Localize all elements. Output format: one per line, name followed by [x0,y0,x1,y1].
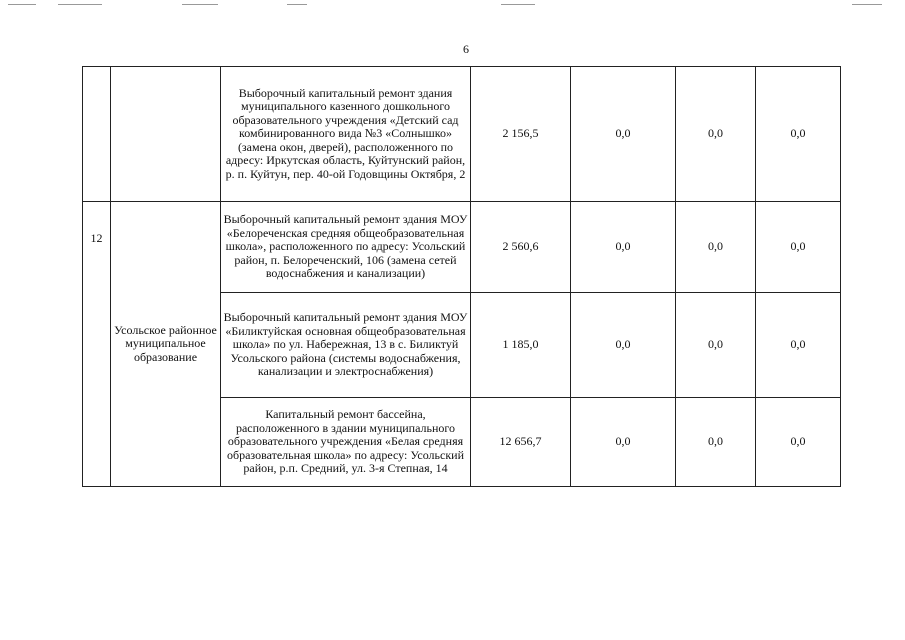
row-number-cell: 12 [83,202,111,487]
municipality-cell: Усольское районное муниципальное образование [111,202,221,487]
amount-cell: 12 656,7 [471,398,571,487]
value-cell: 0,0 [571,202,676,293]
description-cell: Выборочный капитальный ремонт здания муниципального казенного дошкольного образовательного учреждения «Детский сад комбинированного вида №3 «Солнышко» (замена окон, дверей), расположенного по адресу: Иркутская область, Куйтунский район, р. п. Куйтун, пер. 40-ой Годовщины Октября, 2 [221,67,471,202]
table-row [83,202,841,293]
table-row [83,67,841,202]
value-cell: 0,0 [756,398,841,487]
value-cell: 0,0 [571,67,676,202]
value-cell: 0,0 [756,202,841,293]
value-cell: 0,0 [676,67,756,202]
amount-cell: 2 560,6 [471,202,571,293]
row-number-cell [83,67,111,202]
value-cell: 0,0 [756,67,841,202]
municipality-cell [111,67,221,202]
value-cell: 0,0 [756,293,841,398]
amount-cell: 2 156,5 [471,67,571,202]
amount-cell: 1 185,0 [471,293,571,398]
budget-table [82,66,841,487]
value-cell: 0,0 [571,398,676,487]
description-cell: Выборочный капитальный ремонт здания МОУ «Белореченская средняя общеобразовательная школа», расположенного по адресу: Усольский район, п. Белореченский, 106 (замена сетей водоснабжения и канализации) [221,202,471,293]
description-cell: Капитальный ремонт бассейна, расположенного в здании муниципального образовательного учреждения «Белая средняя образовательная школа» по адресу: Усольский район, р.п. Средний, ул. 3-я Степная, 14 [221,398,471,487]
value-cell: 0,0 [571,293,676,398]
description-cell: Выборочный капитальный ремонт здания МОУ «Биликтуйская основная общеобразовательная школа» по ул. Набережная, 13 в с. Биликтуй Усольского района (системы водоснабжения, канализации и электроснабжения) [221,293,471,398]
page-number: 6 [463,42,469,56]
value-cell: 0,0 [676,398,756,487]
value-cell: 0,0 [676,202,756,293]
value-cell: 0,0 [676,293,756,398]
